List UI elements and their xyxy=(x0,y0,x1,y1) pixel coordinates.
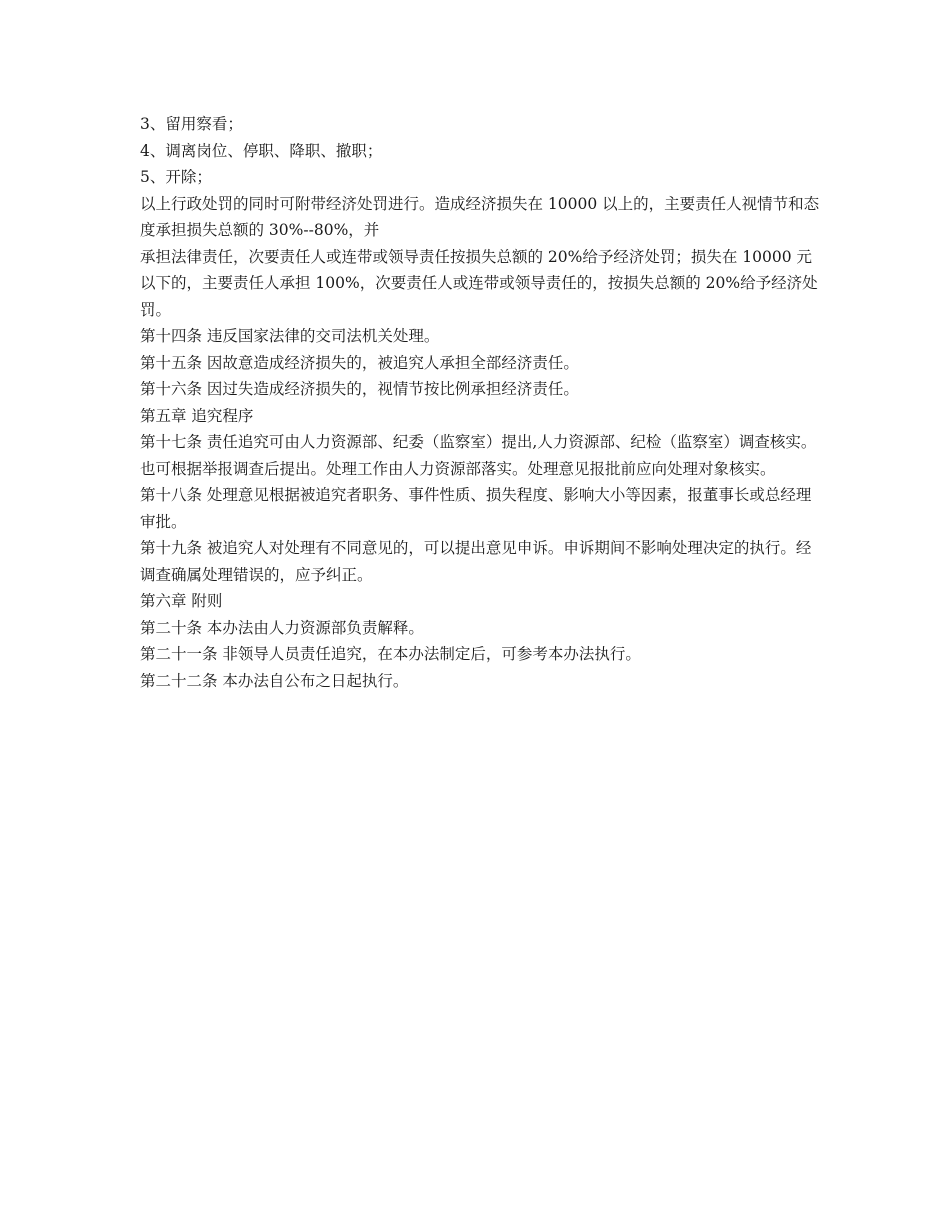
article-20: 第二十条 本办法由人力资源部负责解释。 xyxy=(140,618,424,637)
article-16: 第十六条 因过失造成经济损失的，视情节按比例承担经济责任。 xyxy=(140,380,579,398)
article-21: 第二十一条 非领导人员责任追究，在本办法制定后，可参考本办法执行。 xyxy=(140,645,641,663)
paragraph: 4、调离岗位、停职、降职、撤职； xyxy=(140,141,383,160)
article-18: 第十八条 处理意见根据被追究者职务、事件性质、损失程度、影响大小等因素，报董事长或总经理审批。 xyxy=(140,486,812,531)
paragraph: 以上行政处罚的同时可附带经济处罚进行。造成经济损失在 10000 以上的，主要责任人视情节和态度承担损失总额的 30%--80%，并 xyxy=(140,194,820,239)
document-body xyxy=(140,111,820,694)
article-22: 第二十二条 本办法自公布之日起执行。 xyxy=(140,671,409,690)
chapter-heading: 第六章 附则 xyxy=(140,592,223,610)
paragraph: 承担法律责任，次要责任人或连带或领导责任按损失总额的 20%给予经济处罚；损失在 10000 元以下的，主要责任人承担 100%，次要责任人或连带或领导责任的，按损失总额的 20%给予经济处罚。 xyxy=(140,247,818,319)
article-19: 第十九条 被追究人对处理有不同意见的，可以提出意见申诉。申诉期间不影响处理决定的执行。经调查确属处理错误的，应予纠正。 xyxy=(140,539,812,584)
article-17: 第十七条 责任追究可由人力资源部、纪委（监察室）提出,人力资源部、纪检（监察室）调查核实。也可根据举报调查后提出。处理工作由人力资源部落实。处理意见报批前应向处理对象核实。 xyxy=(140,433,817,478)
article-14: 第十四条 违反国家法律的交司法机关处理。 xyxy=(140,327,440,345)
article-15: 第十五条 因故意造成经济损失的，被追究人承担全部经济责任。 xyxy=(140,353,579,372)
paragraph: 5、开除； xyxy=(140,168,212,186)
paragraph: 3、留用察看； xyxy=(140,115,243,133)
chapter-heading: 第五章 追究程序 xyxy=(140,406,254,425)
